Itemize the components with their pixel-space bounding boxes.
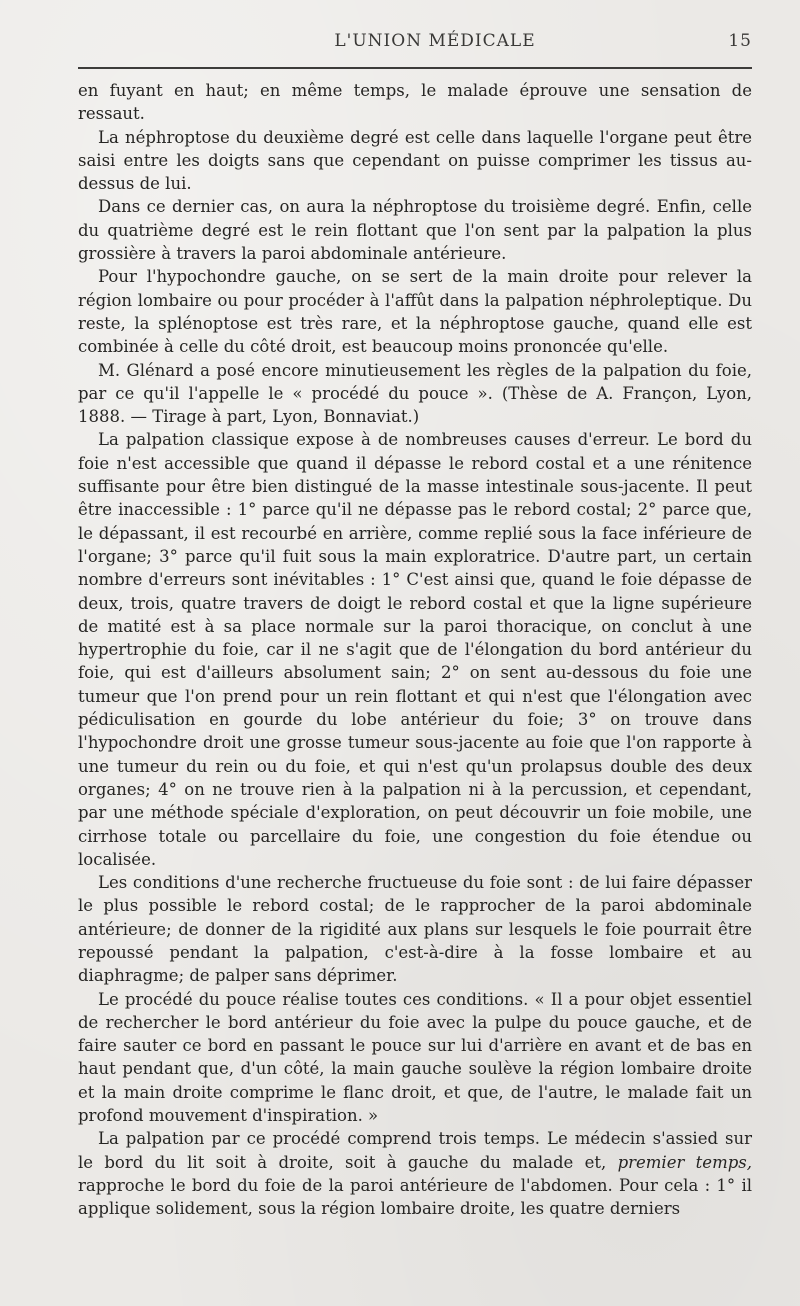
header-rule	[78, 67, 752, 69]
paragraph: Les conditions d'une recherche fructueuse du foie sont : de lui faire dépasser le plus possible le rebord costal; de le rapprocher de la paroi abdominale antérieure; de donner de la rigidité aux plans sur lesquels le foie pourrait être repoussé pendant la palpation, c'est-à-dire à la fosse lombaire et au diaphragme; de palper sans déprimer.	[78, 873, 752, 986]
paragraph: Le procédé du pouce réalise toutes ces conditions. « Il a pour objet essentiel de rechercher le bord antérieur du foie avec la pulpe du pouce gauche, et de faire sauter ce bord en passant le pouce sur lui d'arrière en avant et de bas en haut pendant que, d'un côté, la main gauche soulève la région lombaire droite et la main droite comprime le flanc droit, et que, de l'autre, le malade fait un profond mouvement d'inspiration. »	[78, 989, 752, 1126]
paragraph-text: La palpation par ce procédé comprend trois temps. Le médecin s'assied sur le bord du lit soit à droite, soit à gauche du malade et,	[78, 1129, 752, 1172]
emphasis-text: premier temps,	[617, 1152, 752, 1172]
page-number: 15	[728, 31, 752, 51]
paragraph: M. Glénard a posé encore minutieusement les règles de la palpation du foie, par ce qu'il l'appelle le « procédé du pouce ». (Thèse de A. Françon, Lyon, 1888. — Tirage à part, Lyon, Bonnaviat.)	[78, 360, 752, 427]
paragraph: Dans ce dernier cas, on aura la néphroptose du troisième degré. Enfin, celle du quatrième degré est le rein flottant que l'on sent par la palpation la plus grossière à travers la paroi abdominale antérieure.	[78, 197, 752, 264]
paragraph-text: rapproche le bord du foie de la paroi antérieure de l'abdomen. Pour cela : 1° il applique solidement, sous la région lombaire droite, les quatre derniers	[78, 1175, 752, 1219]
running-header	[78, 31, 752, 61]
paragraph: La néphroptose du deuxième degré est celle dans laquelle l'organe peut être saisi entre les doigts sans que cependant on puisse comprimer les tissus au-dessus de lui.	[78, 127, 752, 194]
journal-title: L'UNION MÉDICALE	[334, 31, 536, 51]
paragraph: en fuyant en haut; en même temps, le malade éprouve une sensation de ressaut.	[78, 81, 752, 124]
paragraph: Pour l'hypochondre gauche, on se sert de la main droite pour relever la région lombaire ou pour procéder à l'affût dans la palpation néphroleptique. Du reste, la splénoptose est très rare, et la néphroptose gauche, quand elle est combinée à celle du côté droit, est beaucoup moins prononcée qu'elle.	[78, 267, 752, 357]
paragraph: La palpation classique expose à de nombreuses causes d'erreur. Le bord du foie n'est accessible que quand il dépasse le rebord costal et a une rénitence suffisante pour être bien distingué de la masse intestinale sous-jacente. Il peut être inaccessible : 1° parce qu'il ne dépasse pas le rebord costal; 2° parce que, le dépassant, il est recourbé en arrière, comme replié sous la face inférieure de l'organe; 3° parce qu'il fuit sous la main exploratrice. D'autre part, un certain nombre d'erreurs sont inévitables : 1° C'est ainsi que, quand le foie dépasse de deux, trois, quatre travers de doigt le rebord costal et que la ligne supérieure de matité est à sa place normale sur la paroi thoracique, on conclut à une hypertrophie du foie, car il ne s'agit que de l'élongation du bord antérieur du foie, qui est d'ailleurs absolument sain; 2° on sent au-dessous du foie une tumeur que l'on prend pour un rein flottant et qui n'est que l'élongation avec pédiculisation en gourde du lobe antérieur du foie; 3° on trouve dans l'hypochondre droit une grosse tumeur sous-jacente au foie que l'on rapporte à une tumeur du rein ou du foie, et qui n'est qu'un prolapsus double des deux organes; 4° on ne trouve rien à la palpation ni à la percussion, et cependant, par une méthode spéciale d'exploration, on peut découvrir un foie mobile, une cirrhose totale ou parcellaire du foie, une congestion du foie étendue ou localisée.	[78, 430, 752, 869]
paragraph	[78, 1127, 752, 1220]
body-text	[78, 79, 752, 1221]
